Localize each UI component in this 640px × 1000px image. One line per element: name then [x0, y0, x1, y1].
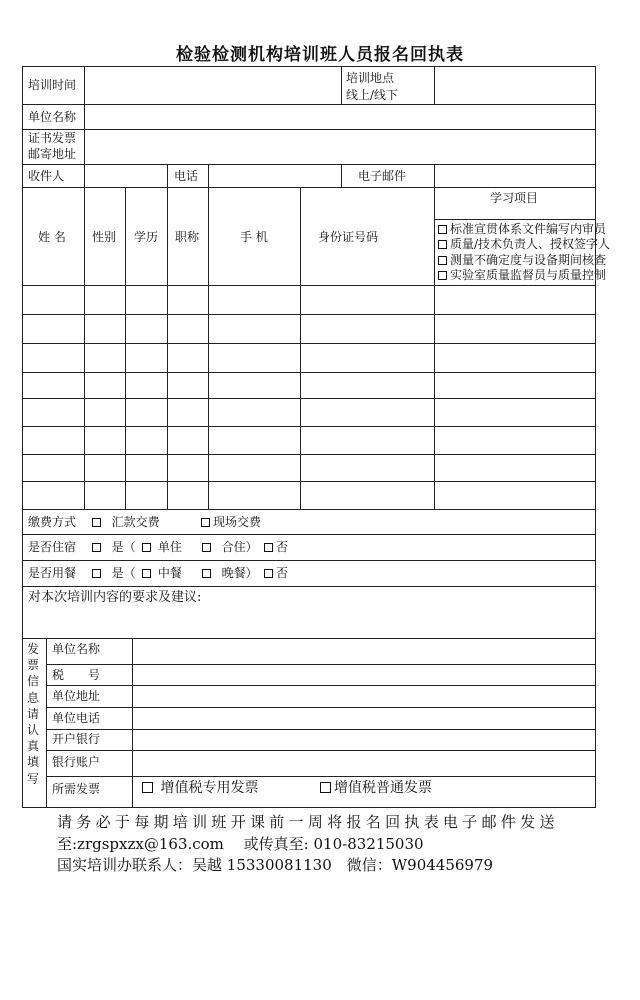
checkbox-icon [438, 256, 447, 265]
invoice-unit-name-label: 单位名称 [52, 642, 101, 656]
training-place-label: 培训地点 [346, 71, 395, 85]
invoice-address-field[interactable] [134, 687, 594, 706]
header-title: 职称 [175, 230, 200, 244]
invoice-tax-no-label: 税 号 [52, 668, 101, 682]
study-option-1-label: 标准宣贯体系文件编写内审员 [450, 222, 607, 236]
study-option-3-label: 测量不确定度与设备期间核查 [450, 253, 607, 267]
study-option-2-label: 质量/技术负责人、授权签字人 [450, 237, 611, 251]
study-option-4[interactable] [438, 268, 606, 283]
lodging-no[interactable] [264, 540, 288, 555]
invoice-unit-name-field[interactable] [134, 640, 594, 663]
meals-dinner-label: 晚餐） [221, 566, 258, 580]
footer-line-2: 至:zrgspxzx@163.com 或传真至: 010-83215030 [57, 835, 424, 853]
checkbox-icon [438, 225, 447, 234]
invoice-account-label: 银行账户 [52, 755, 101, 769]
header-id-number: 身份证号码 [318, 230, 379, 244]
checkbox-icon [142, 543, 151, 552]
checkbox-icon [320, 782, 331, 793]
checkbox-icon [142, 569, 151, 578]
email-field[interactable] [436, 166, 594, 186]
email-label: 电子邮件 [358, 169, 407, 183]
invoice-type-label: 所需发票 [52, 782, 101, 796]
invoice-bank-label: 开户银行 [52, 732, 101, 746]
meals-lunch[interactable] [142, 566, 182, 581]
lodging-single[interactable] [142, 540, 182, 555]
receiver-label: 收件人 [28, 169, 65, 183]
checkbox-icon [438, 240, 447, 249]
training-time-field[interactable] [86, 68, 340, 103]
meals-lunch-label: 中餐 [157, 566, 182, 580]
meals-no-label: 否 [276, 566, 289, 580]
study-option-1[interactable] [438, 222, 606, 237]
header-education: 学历 [134, 230, 159, 244]
invoice-bank-field[interactable] [134, 731, 594, 749]
lodging-single-label: 单住 [157, 540, 182, 554]
unit-name-label: 单位名称 [28, 110, 77, 124]
lodging-shared-label: 合住） [221, 540, 258, 554]
header-mobile: 手 机 [240, 230, 268, 244]
footer-line-3: 国实培训办联系人：吴越 15330081130 微信：W904456979 [57, 856, 494, 874]
phone-field[interactable] [210, 166, 340, 186]
lodging-no-label: 否 [276, 540, 289, 554]
checkbox-icon [142, 782, 153, 793]
checkbox-icon [201, 518, 210, 527]
invoice-phone-label: 单位电话 [52, 711, 101, 725]
payment-label: 缴费方式 [28, 515, 77, 529]
checkbox-icon [264, 543, 273, 552]
invoice-address-label: 单位地址 [52, 689, 101, 703]
checkbox-icon [92, 569, 101, 578]
header-study-items: 学习项目 [490, 191, 539, 205]
checkbox-icon [438, 271, 447, 280]
invoice-tax-no-field[interactable] [134, 666, 594, 684]
lodging-yes-label: 是（ [111, 540, 136, 554]
receiver-field[interactable] [86, 166, 166, 186]
meals-no[interactable] [264, 566, 288, 581]
checkbox-icon [202, 569, 211, 578]
payment-transfer-label: 汇款交费 [111, 515, 160, 529]
study-option-4-label: 实验室质量监督员与质量控制 [450, 268, 607, 282]
payment-onsite-label: 现场交费 [213, 515, 262, 529]
cert-address-label-2: 邮寄地址 [28, 147, 77, 161]
phone-label: 电话 [174, 169, 199, 183]
cert-address-field[interactable] [86, 131, 594, 163]
cert-address-label-1: 证书发票 [28, 131, 77, 145]
checkbox-icon [92, 543, 101, 552]
suggestion-field[interactable] [24, 606, 594, 637]
invoice-special-label: 增值税专用发票 [160, 780, 259, 796]
lodging-yes[interactable] [92, 540, 136, 555]
training-place-field[interactable] [436, 68, 594, 103]
page-title: 检验检测机构培训班人员报名回执表 [176, 45, 464, 65]
header-name: 姓 名 [38, 230, 66, 244]
lodging-shared[interactable] [202, 540, 258, 555]
checkbox-icon [264, 569, 273, 578]
unit-name-field[interactable] [86, 106, 594, 128]
meals-yes[interactable] [92, 566, 136, 581]
invoice-phone-field[interactable] [134, 709, 594, 728]
training-mode-label: 线上/线下 [346, 88, 399, 102]
training-time-label: 培训时间 [28, 78, 77, 92]
meals-label: 是否用餐 [28, 566, 77, 580]
study-option-2[interactable] [438, 237, 610, 252]
lodging-label: 是否住宿 [28, 540, 77, 554]
meals-dinner[interactable] [202, 566, 258, 581]
invoice-account-field[interactable] [134, 752, 594, 775]
footer-line-1: 请务必于每期培训班开课前一周将报名回执表电子邮件发送 [57, 813, 559, 831]
invoice-normal-option[interactable] [320, 781, 432, 796]
checkbox-icon [202, 543, 211, 552]
header-gender: 性别 [92, 230, 117, 244]
payment-option-transfer[interactable] [92, 515, 160, 530]
invoice-normal-label: 增值税普通发票 [334, 780, 432, 796]
study-option-3[interactable] [438, 253, 606, 268]
suggestion-label: 对本次培训内容的要求及建议: [28, 590, 202, 605]
invoice-side-label: 发 票 信 息 请 认 真 填 写 [26, 642, 39, 786]
invoice-special-option[interactable] [142, 781, 258, 796]
checkbox-icon [92, 518, 101, 527]
payment-option-onsite[interactable] [201, 515, 261, 530]
meals-yes-label: 是（ [111, 566, 136, 580]
